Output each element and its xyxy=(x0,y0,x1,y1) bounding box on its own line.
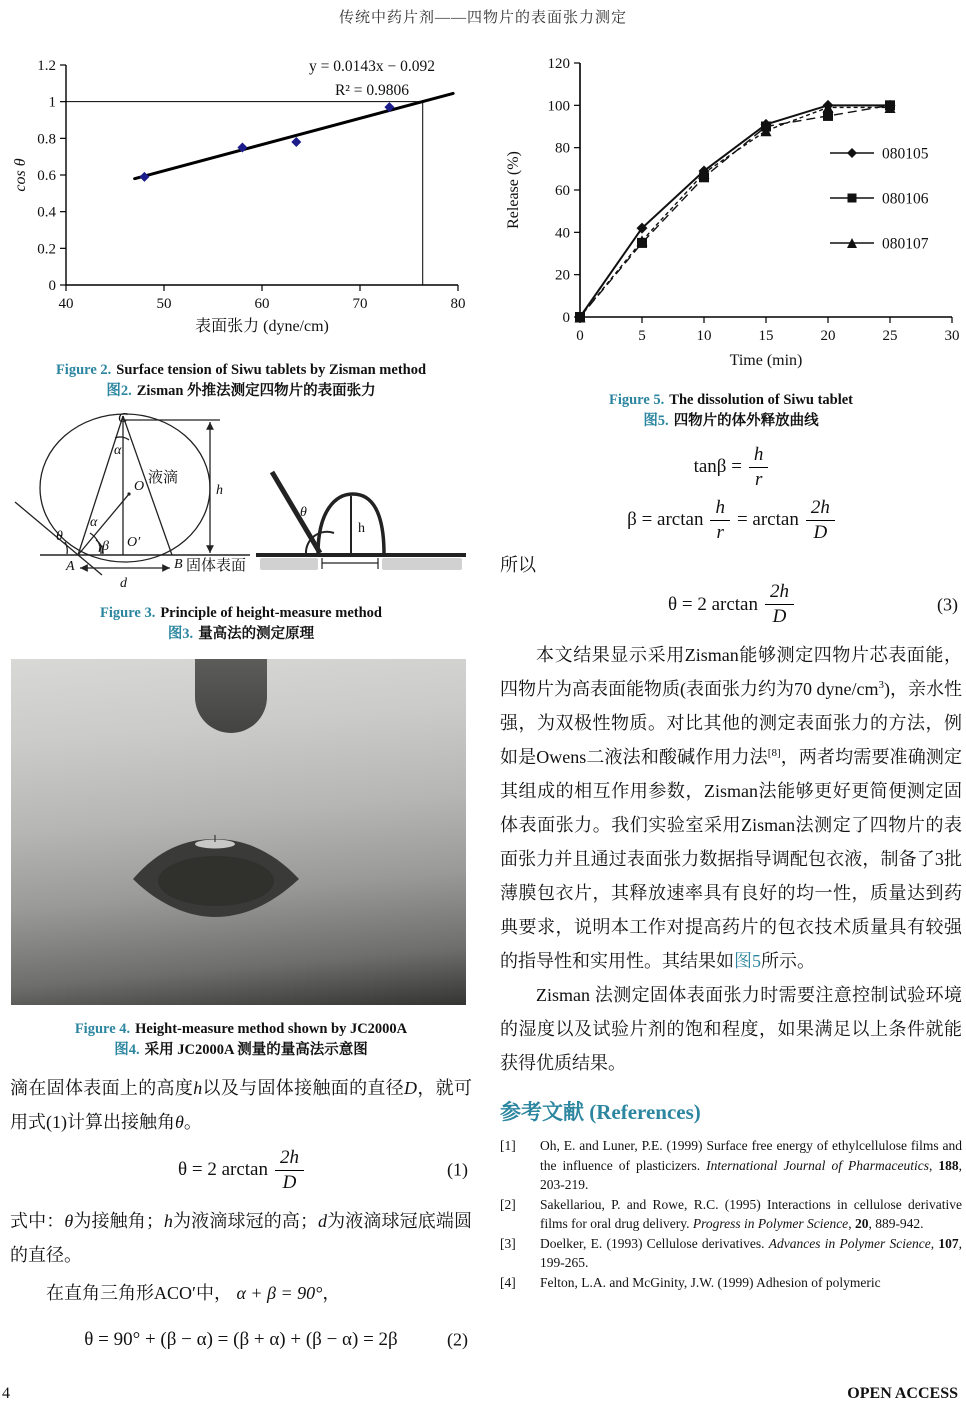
label-beta: β xyxy=(102,539,109,554)
label-theta-mini: θ xyxy=(300,505,307,520)
figure2-caption xyxy=(10,360,472,402)
text-segment: , xyxy=(848,1216,855,1232)
figure4-caption-label-zh: 图4. xyxy=(114,1042,140,1058)
reference-item xyxy=(500,1136,962,1195)
x-axis-label: 表面张力 (dyne/cm) xyxy=(195,318,329,335)
figure5-svg xyxy=(500,45,962,377)
legend-label: 080105 xyxy=(882,145,929,163)
equation-3-fraction xyxy=(765,581,794,628)
fraction-numerator: h xyxy=(749,444,769,468)
fraction-denominator: r xyxy=(754,468,763,490)
reference-text xyxy=(540,1234,962,1273)
svg-text:120: 120 xyxy=(547,56,570,72)
fraction-denominator: D xyxy=(772,606,787,628)
equation-beta xyxy=(500,497,962,544)
figure3-caption xyxy=(10,603,472,645)
text-segment: 本文结果显示采用Zisman能够测定四物片芯表面能，四物片为高表面能物质(表面张力约为70 dyne/cm xyxy=(500,645,962,700)
text-segment: Felton, L.A. and McGinity, J.W. (1999) Adhesion of polymeric xyxy=(540,1274,881,1290)
surface-texture-right xyxy=(382,558,462,570)
equation-2 xyxy=(10,1318,472,1362)
reference-item xyxy=(500,1234,962,1273)
equation-3-number: (3) xyxy=(937,594,958,615)
text-segment: 为液滴球冠底端圆的直径。 xyxy=(10,1210,473,1265)
figure2-svg xyxy=(10,45,472,345)
fraction-denominator: D xyxy=(813,521,828,543)
equation-1-number: (1) xyxy=(447,1159,468,1180)
figure5-caption-label-zh: 图5. xyxy=(643,413,669,429)
svg-text:1.2: 1.2 xyxy=(37,58,56,74)
figure3-caption-zh xyxy=(10,624,472,645)
svg-text:70: 70 xyxy=(352,296,368,312)
figure5-reference-link[interactable]: 图5 xyxy=(734,951,761,972)
text-segment: 。 xyxy=(183,1112,202,1132)
y-axis-label: Release (%) xyxy=(505,151,522,229)
text-segment: θ xyxy=(64,1210,74,1231)
equation-tan xyxy=(500,444,962,491)
text-segment: , xyxy=(928,1157,939,1173)
figure5-caption-text-zh: 四物片的体外释放曲线 xyxy=(673,413,819,429)
text-segment: 式中： xyxy=(10,1210,65,1231)
equation-1-fraction xyxy=(275,1147,304,1194)
page-number: 4 xyxy=(2,1385,10,1402)
figure3-caption-label-zh: 图3. xyxy=(167,626,194,642)
svg-text:100: 100 xyxy=(547,98,570,115)
text-segment: 20 xyxy=(854,1216,869,1232)
equation-2-number: (2) xyxy=(447,1329,468,1350)
svg-text:60: 60 xyxy=(254,296,270,312)
text-segment: 在直角三角形ACO′中， xyxy=(46,1282,237,1303)
text-segment: D xyxy=(404,1078,418,1098)
figure4-photo xyxy=(11,659,466,1005)
label-theta: θ xyxy=(56,529,63,544)
text-segment: 188 xyxy=(938,1157,959,1173)
label-h: h xyxy=(216,483,223,498)
text-segment: d xyxy=(317,1210,327,1231)
reference-number: [4] xyxy=(500,1274,516,1290)
reference-text xyxy=(540,1273,962,1293)
svg-text:80: 80 xyxy=(555,140,570,157)
label-solid-surface: 固体表面 xyxy=(186,558,247,574)
text-segment: 3 xyxy=(878,679,884,692)
text-segment: Zisman 法测定固体表面张力时需要注意控制试验环境的湿度以及试验片剂的饱和程度，如果满足以上条件就能获得优质结果。 xyxy=(500,985,962,1074)
label-alpha-bottom: α xyxy=(90,515,98,530)
equation-3-text: θ = 2 arctan xyxy=(668,593,758,615)
text-segment: , 889-942. xyxy=(868,1216,924,1232)
text-segment: [8] xyxy=(767,747,781,760)
equation-1-text: θ = 2 arctan xyxy=(178,1159,268,1181)
text-segment: 为液滴球冠的高； xyxy=(172,1210,318,1231)
equation-beta-text1: β = arctan xyxy=(627,509,704,531)
svg-text:25: 25 xyxy=(882,328,898,344)
page-header-title: 传统中药片剂——四物片的表面张力测定 xyxy=(338,10,627,26)
svg-text:10: 10 xyxy=(696,328,712,344)
figure5-caption xyxy=(500,390,962,432)
text-segment: )，亲水性强，为双极性物质。对比其他的测定表面张力的方法，例如是Owens二液法和酸碱作用力法 xyxy=(500,679,962,768)
label-r: r xyxy=(98,541,104,556)
svg-text:0.6: 0.6 xyxy=(37,168,56,184)
text-segment: Doelker, E. (1993) Cellulose derivatives. xyxy=(540,1235,769,1251)
figure5-caption-text-en: The dissolution of Siwu tablet xyxy=(669,392,854,408)
r-squared-value: R² = 0.9806 xyxy=(334,82,410,99)
label-B: B xyxy=(174,557,183,572)
figure2-caption-label-en: Figure 2. xyxy=(55,362,112,378)
text-segment: α + β = 90° xyxy=(236,1282,323,1303)
figure2-caption-en xyxy=(10,360,472,381)
label-A: A xyxy=(66,559,75,574)
figure4-caption xyxy=(10,1019,472,1061)
svg-text:5: 5 xyxy=(638,328,646,344)
reference-text xyxy=(540,1136,962,1195)
legend-entry-080105 xyxy=(830,146,929,163)
text-segment: Oh, E. and Luner, P.E. (1999) Surface free energy of ethylcellulose films and the influence of plasticizers. xyxy=(540,1138,962,1173)
figure4-caption-label-en: Figure 4. xyxy=(74,1021,131,1037)
fraction-denominator: D xyxy=(282,1171,297,1193)
svg-text:15: 15 xyxy=(758,328,774,344)
fraction-numerator: 2h xyxy=(275,1147,304,1171)
figure4-caption-text-en: Height-measure method shown by JC2000A xyxy=(135,1021,408,1037)
svg-text:80: 80 xyxy=(450,296,466,312)
text-segment: , 203-219. xyxy=(540,1157,963,1193)
svg-text:40: 40 xyxy=(555,225,570,242)
legend-label: 080107 xyxy=(882,235,929,253)
text-segment: International Journal of Pharmaceutics xyxy=(706,1157,929,1173)
text-segment: Advances in Polymer Science xyxy=(768,1235,931,1251)
equation-3 xyxy=(500,581,962,628)
reference-number: [1] xyxy=(500,1138,516,1154)
droplet-image xyxy=(131,835,301,921)
reference-item xyxy=(500,1273,962,1293)
svg-text:20: 20 xyxy=(820,328,836,344)
reference-number: [2] xyxy=(500,1196,516,1212)
figure3-caption-en xyxy=(10,603,472,624)
left-paragraph-3 xyxy=(10,1276,472,1310)
left-column xyxy=(10,40,472,1362)
fraction-numerator: 2h xyxy=(806,497,835,521)
figure2-caption-label-zh: 图2. xyxy=(106,383,132,399)
reference-number: [3] xyxy=(500,1235,516,1251)
text-segment: h xyxy=(193,1078,203,1098)
fraction-numerator: h xyxy=(710,497,730,521)
text-segment: 所示。 xyxy=(761,951,815,972)
text-segment: θ xyxy=(175,1112,184,1132)
text-segment: Sakellariou, P. and Rowe, R.C. (1995) Interactions in cellulose derivative films for oral drug delivery. xyxy=(540,1196,962,1232)
legend-label: 080106 xyxy=(882,190,929,208)
figure4-caption-text-zh: 采用 JC2000A 测量的量高法示意图 xyxy=(144,1042,368,1058)
text-segment: , xyxy=(930,1235,939,1251)
svg-text:0.8: 0.8 xyxy=(37,131,56,148)
text-segment: h xyxy=(163,1210,173,1231)
figure3-caption-text-zh: 量高法的测定原理 xyxy=(198,626,315,642)
text-segment: Progress in Polymer Science xyxy=(692,1216,849,1232)
label-alpha-top: α xyxy=(114,443,122,458)
dispenser-tip xyxy=(195,659,267,733)
fraction-denominator: r xyxy=(716,521,724,543)
left-paragraph-2 xyxy=(10,1204,472,1272)
figure3-caption-label-en: Figure 3. xyxy=(100,605,156,621)
figure3-diagram xyxy=(10,410,472,595)
equation-beta-text2: = arctan xyxy=(736,509,799,531)
figure2-caption-text-en: Surface tension of Siwu tablets by Zisman method xyxy=(116,362,427,378)
label-O-prime: O′ xyxy=(127,535,141,550)
figure4-caption-en xyxy=(10,1019,472,1040)
text-segment: 为接触角； xyxy=(73,1210,164,1231)
svg-text:0: 0 xyxy=(562,310,570,326)
label-d: d xyxy=(120,576,127,591)
svg-text:30: 30 xyxy=(944,328,960,344)
equation-beta-fraction2 xyxy=(806,497,835,544)
equation-2-text: θ = 90° + (β − α) = (β + α) + (β − α) = 2β xyxy=(84,1328,398,1350)
references-heading xyxy=(500,1096,962,1126)
right-column xyxy=(500,40,962,1292)
legend-entry-080107 xyxy=(830,236,929,253)
label-droplet: 液滴 xyxy=(148,470,179,486)
figure4-caption-zh xyxy=(10,1040,472,1061)
equation-1 xyxy=(10,1147,472,1194)
svg-text:1: 1 xyxy=(48,94,56,111)
right-paragraph-1 xyxy=(500,638,962,978)
references-heading-zh: 参考文献 xyxy=(500,1101,584,1125)
text-segment: 107 xyxy=(938,1235,959,1251)
references-heading-en: (References) xyxy=(584,1100,701,1125)
figure5-caption-label-en: Figure 5. xyxy=(608,392,665,408)
text-segment: ， xyxy=(322,1282,341,1303)
left-paragraph-1 xyxy=(10,1071,472,1139)
text-segment: 以及与固体接触面的直径 xyxy=(202,1078,405,1098)
label-C: C xyxy=(118,411,128,426)
svg-text:40: 40 xyxy=(58,296,74,312)
svg-text:20: 20 xyxy=(555,267,570,284)
text-segment: , 199-265. xyxy=(540,1235,963,1271)
figure5-caption-en xyxy=(500,390,962,411)
text-segment: ，就可用式(1)计算出接触角 xyxy=(10,1078,473,1132)
equation-tan-text: tanβ = xyxy=(693,456,742,478)
surface-texture-left xyxy=(260,558,318,570)
equation-tan-fraction xyxy=(749,444,769,491)
right-paragraph-2 xyxy=(500,978,962,1080)
label-h-mini: h xyxy=(358,521,365,536)
figure5-caption-zh xyxy=(500,411,962,432)
x-axis-label: Time (min) xyxy=(729,352,803,369)
fraction-numerator: 2h xyxy=(765,581,794,605)
reference-item xyxy=(500,1195,962,1234)
svg-text:0: 0 xyxy=(48,278,56,294)
equation-beta-fraction1 xyxy=(710,497,730,544)
svg-text:0: 0 xyxy=(576,328,584,344)
label-O: O xyxy=(134,479,145,494)
text-segment: 滴在固体表面上的高度 xyxy=(10,1078,194,1098)
reference-text xyxy=(540,1195,962,1234)
y-axis-label: cos θ xyxy=(12,158,29,192)
svg-text:0.2: 0.2 xyxy=(37,241,56,258)
legend-entry-080106 xyxy=(830,191,929,208)
figure2-chart xyxy=(10,45,472,350)
figure3-caption-text-en: Principle of height-measure method xyxy=(160,605,382,621)
svg-text:0.4: 0.4 xyxy=(37,204,56,221)
references-list xyxy=(500,1136,962,1292)
open-access-label: OPEN ACCESS xyxy=(847,1385,958,1402)
svg-text:60: 60 xyxy=(555,183,570,199)
figure2-caption-zh xyxy=(10,381,472,402)
suoyi-text: 所以 xyxy=(500,555,536,576)
figure5-chart xyxy=(500,45,962,382)
trendline-equation: y = 0.0143x − 0.092 xyxy=(309,58,435,75)
svg-text:50: 50 xyxy=(156,296,172,312)
figure2-caption-text-zh: Zisman 外推法测定四物片的表面张力 xyxy=(136,383,376,399)
text-segment: ，两者均需要准确测定其组成的相互作用参数，Zisman法能够更好更简便测定固体表面张力。我们实验室采用Zisman法测定了四物片的表面张力并且通过表面张力数据指导调配包衣液，制备了3批薄膜包衣片，其释放速率具有良好的均一性，质量达到药典要求，说明本工作对提高药片的包衣技术质量具有较强的指导性和实用性。其结果如 xyxy=(500,747,963,972)
